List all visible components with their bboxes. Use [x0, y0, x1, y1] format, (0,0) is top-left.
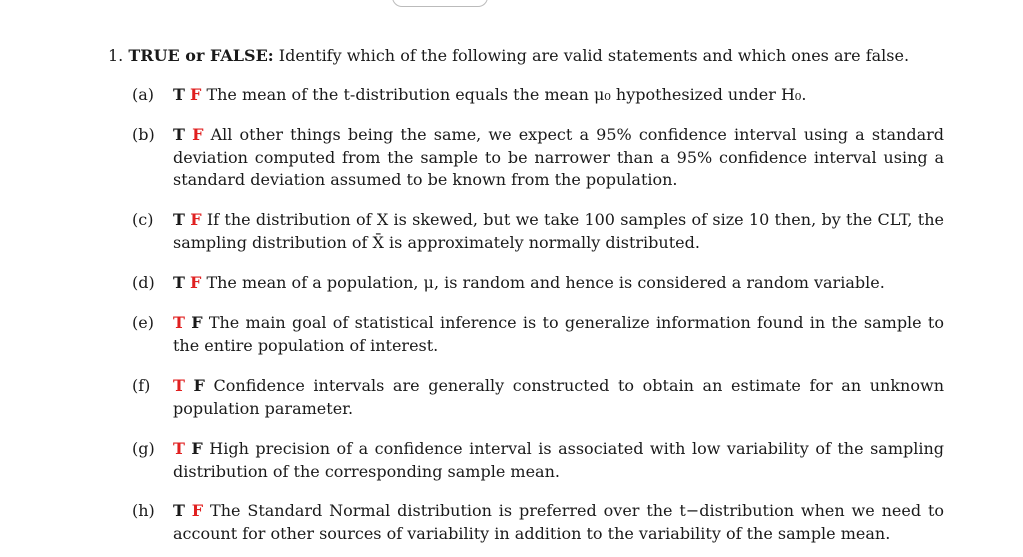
- question-title: TRUE or FALSE:: [128, 46, 274, 65]
- statement-text: The mean of the t-distribution equals the mean μ₀ hypothesized under H₀.: [206, 85, 807, 104]
- true-marker[interactable]: T: [173, 376, 185, 395]
- false-marker[interactable]: F: [192, 125, 204, 144]
- false-marker[interactable]: F: [190, 273, 202, 292]
- true-marker[interactable]: T: [173, 273, 185, 292]
- true-marker[interactable]: T: [173, 125, 185, 144]
- false-marker[interactable]: F: [191, 313, 203, 332]
- statement-label: (e): [132, 313, 154, 332]
- statement-label: (d): [132, 273, 155, 292]
- statement-e: [132, 312, 944, 357]
- statement-b: [132, 124, 944, 192]
- true-marker[interactable]: T: [173, 313, 185, 332]
- question-header: [108, 45, 948, 67]
- statement-g: [132, 438, 944, 483]
- true-marker[interactable]: T: [173, 210, 185, 229]
- statement-label: (c): [132, 210, 154, 229]
- false-marker[interactable]: F: [190, 210, 202, 229]
- false-marker[interactable]: F: [191, 501, 204, 520]
- true-marker[interactable]: T: [173, 501, 185, 520]
- statement-h: [132, 500, 944, 545]
- true-marker[interactable]: T: [173, 85, 185, 104]
- question-number: 1.: [108, 46, 124, 65]
- statement-label: (f): [132, 376, 151, 395]
- statement-text: The Standard Normal distribution is preferred over the t−distribution when we need to account for other sources of variability in addition to the variability of the sample mean.: [173, 501, 945, 543]
- false-marker[interactable]: F: [190, 85, 202, 104]
- false-marker[interactable]: F: [193, 376, 205, 395]
- statement-c: [132, 209, 944, 254]
- statement-text: The mean of a population, μ, is random and hence is considered a random variable.: [206, 273, 885, 292]
- statement-f: [132, 375, 944, 420]
- statement-a: [132, 84, 944, 107]
- statement-text: If the distribution of X is skewed, but we take 100 samples of size 10 then, by the CLT, the sampling distribution of X̄ is approximately normally distributed.: [173, 210, 944, 252]
- page-top-decoration: [392, 0, 488, 7]
- statement-text: The main goal of statistical inference is to generalize information found in the sample to the entire population of interest.: [173, 313, 944, 355]
- true-marker[interactable]: T: [173, 439, 185, 458]
- statement-label: (h): [132, 501, 155, 520]
- statement-label: (b): [132, 125, 155, 144]
- statement-text: Confidence intervals are generally constructed to obtain an estimate for an unknown population parameter.: [173, 376, 944, 418]
- statement-d: [132, 272, 944, 295]
- question-instructions: Identify which of the following are valid statements and which ones are false.: [278, 46, 910, 65]
- false-marker[interactable]: F: [191, 439, 203, 458]
- statement-text: High precision of a confidence interval is associated with low variability of the sampling distribution of the corresponding sample mean.: [173, 439, 945, 481]
- statement-label: (a): [132, 85, 155, 104]
- statement-label: (g): [132, 439, 155, 458]
- statement-text: All other things being the same, we expect a 95% confidence interval using a standard deviation computed from the sample to be narrower than a 95% confidence interval using a standard deviation assumed to be known from the population.: [173, 125, 944, 189]
